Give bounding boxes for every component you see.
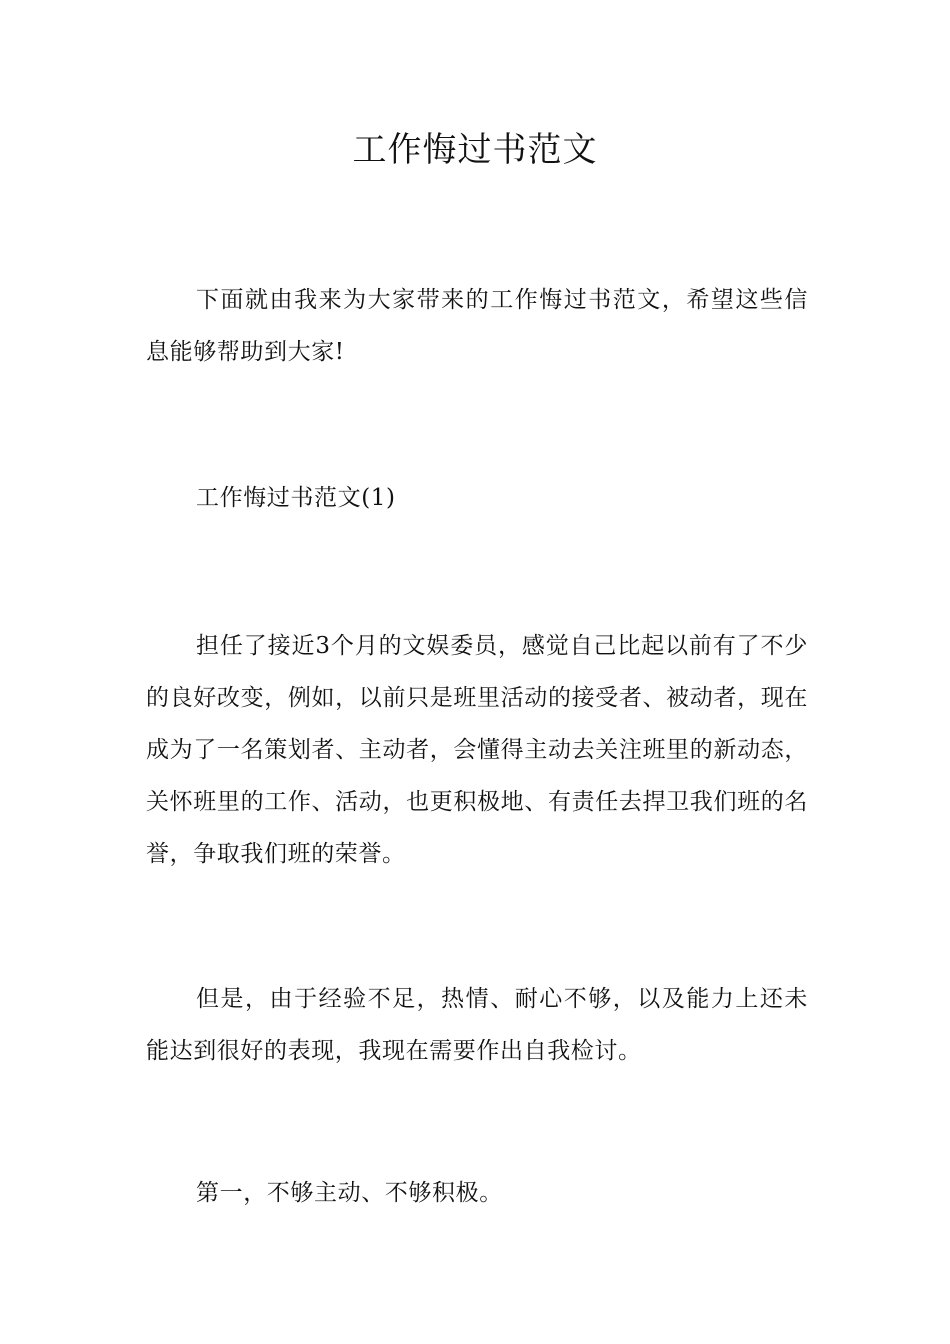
body-paragraph-3: 第一，不够主动、不够积极。 [196, 1180, 503, 1206]
intro-paragraph: 下面就由我来为大家带来的工作悔过书范文，希望这些信息能够帮助到大家! [146, 287, 808, 365]
document-title: 工作悔过书范文 [352, 130, 598, 170]
body-paragraph-1: 担任了接近3个月的文娱委员，感觉自己比起以前有了不少的良好改变，例如，以前只是班里活动的接受者、被动者，现在成为了一名策划者、主动者，会懂得主动去关注班里的新动态，关怀班里的工作、活动，也更积极地、有责任去捍卫我们班的名誉，争取我们班的荣誉。 [146, 633, 808, 867]
section-heading-1: 工作悔过书范文(1) [196, 485, 396, 511]
body-paragraph-2: 但是，由于经验不足，热情、耐心不够，以及能力上还未能达到很好的表现，我现在需要作出自我检讨。 [146, 986, 808, 1064]
